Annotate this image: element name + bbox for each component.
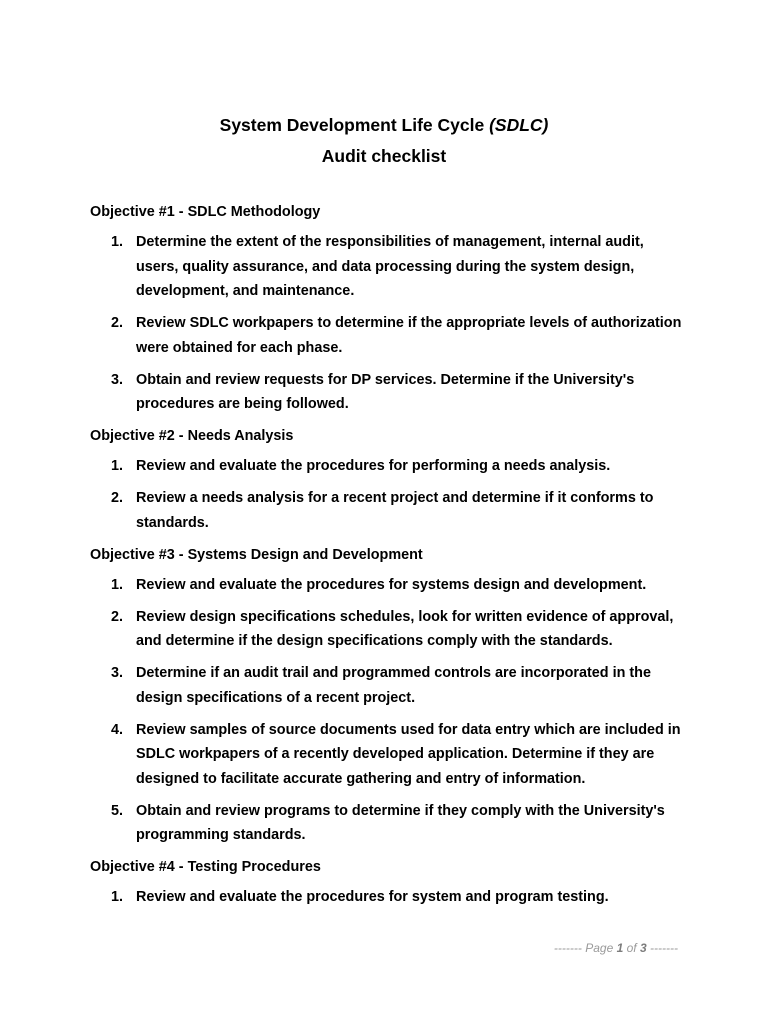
checklist-content [90,200,690,917]
document-title [0,110,768,141]
checklist-item [90,718,690,792]
item-number: 2. [111,490,124,506]
item-number: 5. [111,802,124,819]
item-text: Review and evaluate the procedures for performing a needs analysis. [136,458,611,474]
item-text: Obtain and review programs to determine if they comply with the University's programming standards. [136,802,665,843]
checklist-item [90,573,690,598]
title-abbreviation: (SDLC) [489,115,549,135]
footer-suffix: ------- [650,941,678,955]
checklist [90,230,690,417]
objective-section-2 [90,424,690,535]
checklist [90,885,690,910]
item-text: Determine if an audit trail and programmed controls are incorporated in the design specifications of a recent project. [136,665,651,706]
objective-heading: Objective #1 - SDLC Methodology [90,204,321,220]
item-number: 4. [111,721,124,738]
item-number: 1. [111,234,124,250]
item-number: 1. [111,889,124,905]
footer-current-page: 1 [616,941,624,955]
item-text: Review samples of source documents used for data entry which are included in SDLC workpapers of a recently developed application. Determine if they are designed to facilitate accurate gathering and entry of information. [136,721,681,787]
checklist-item [90,230,690,304]
checklist [90,573,690,848]
checklist-item [90,368,690,417]
title-main: System Development Life Cycle [219,115,485,135]
item-number: 3. [111,665,124,681]
checklist-item [90,661,690,710]
item-text: Determine the extent of the responsibilities of management, internal audit, users, quality assurance, and data processing during the system design, development, and maintenance. [136,234,644,299]
item-number: 2. [111,608,124,625]
item-number: 1. [111,458,124,474]
item-number: 3. [111,371,124,388]
item-text: Review SDLC workpapers to determine if the appropriate levels of authorization were obtained for each phase. [136,315,682,356]
item-text: Review and evaluate the procedures for systems design and development. [136,576,647,593]
checklist-item [90,454,690,479]
footer-prefix: ------- Page [553,941,614,955]
page-footer [0,941,678,955]
footer-of: of [626,941,637,955]
item-number: 1. [111,576,124,593]
objective-heading: Objective #3 - Systems Design and Development [90,546,423,563]
checklist-item [90,311,690,360]
item-text: Review a needs analysis for a recent project and determine if it conforms to standards. [136,490,654,531]
title-block [0,110,768,172]
item-number: 2. [111,315,124,331]
objective-section-4 [90,855,690,910]
checklist-item [90,486,690,535]
checklist-item [90,799,690,848]
checklist-item [90,885,690,910]
checklist [90,454,690,535]
document-subtitle: Audit checklist [321,146,447,166]
objective-section-3 [90,543,690,848]
checklist-item [90,605,690,654]
footer-total-pages: 3 [639,941,647,955]
objective-heading: Objective #2 - Needs Analysis [90,428,294,444]
item-text: Review design specifications schedules, look for written evidence of approval, and determine if the design specifications comply with the standards. [136,608,674,649]
item-text: Review and evaluate the procedures for system and program testing. [136,889,609,905]
objective-section-1 [90,200,690,417]
item-text: Obtain and review requests for DP services. Determine if the University's procedures are being followed. [136,371,635,412]
objective-heading: Objective #4 - Testing Procedures [90,859,321,875]
